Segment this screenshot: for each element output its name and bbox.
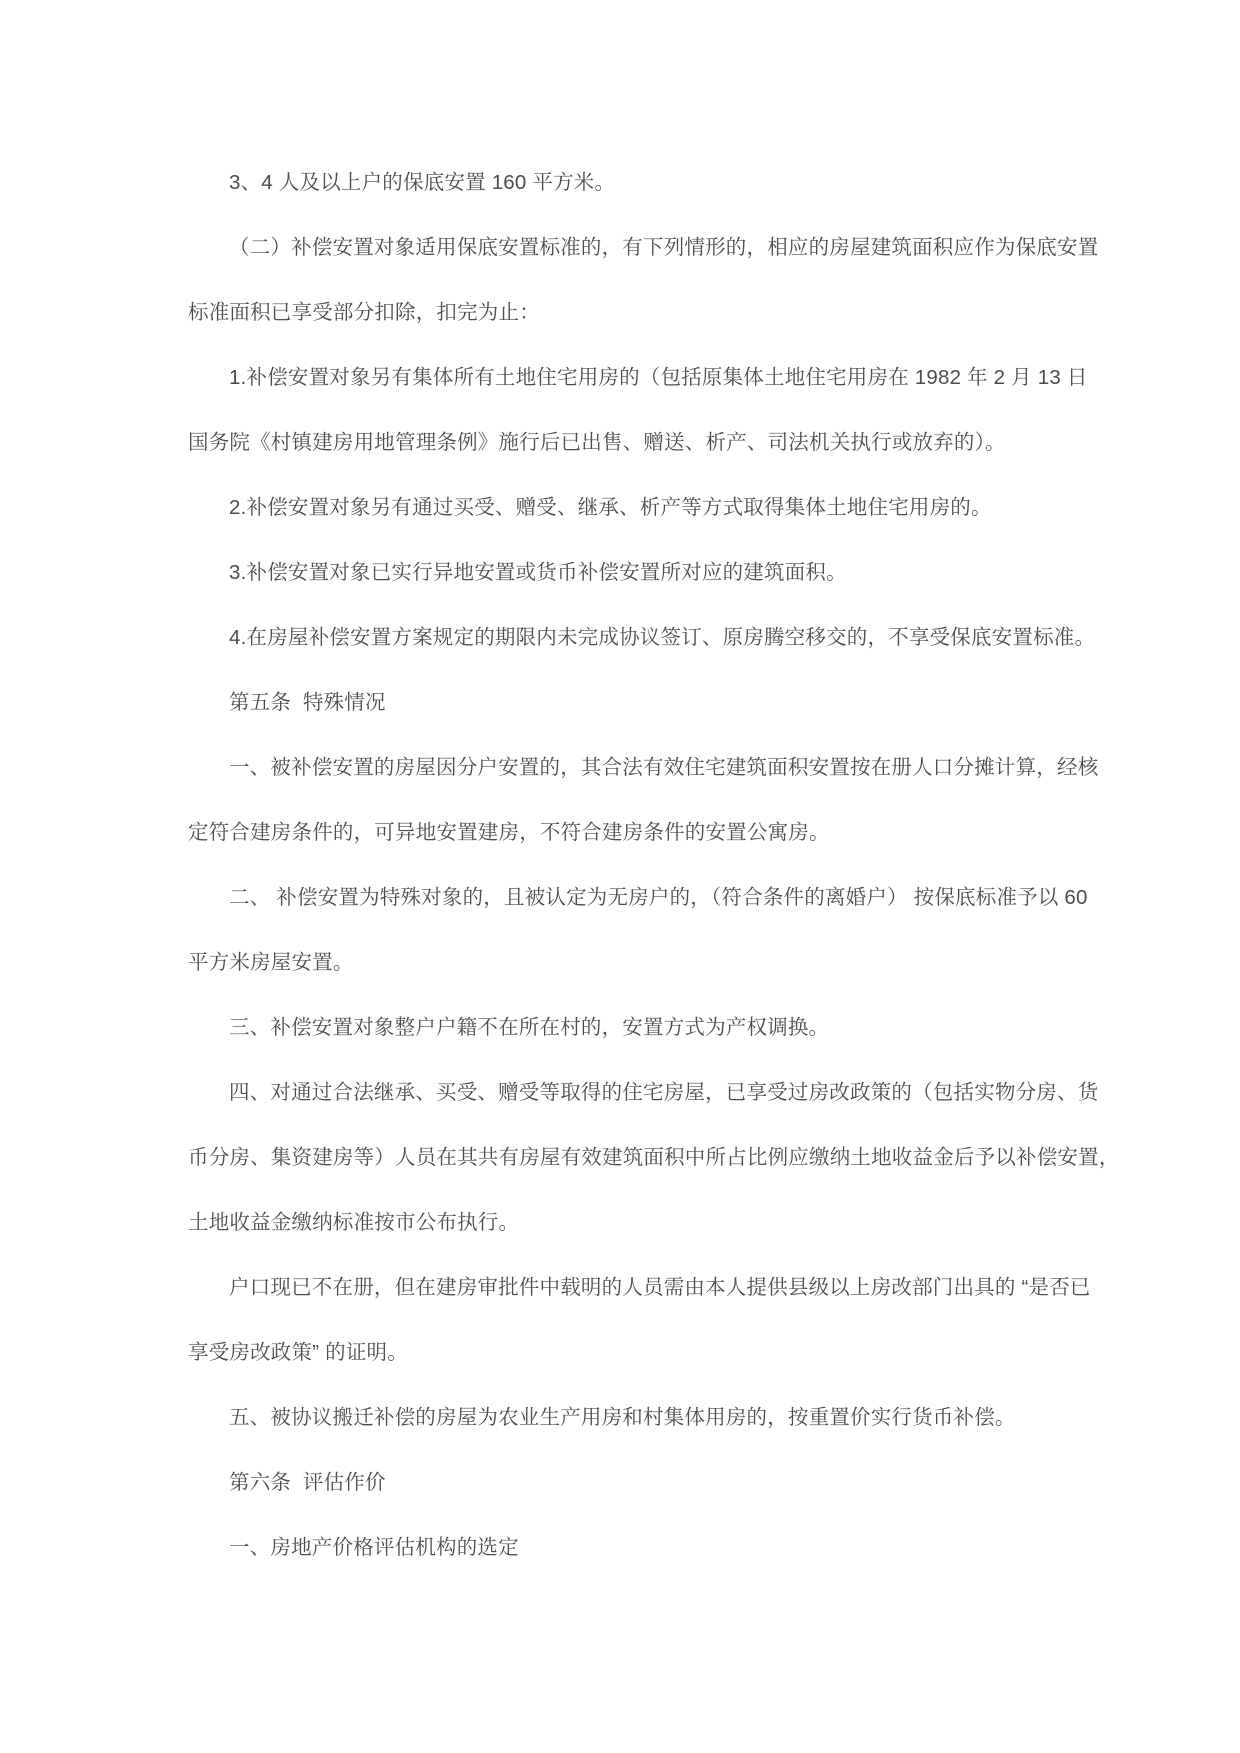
paragraph	[188, 865, 1088, 995]
text-line: 户口现已不在册，但在建房审批件中载明的人员需由本人提供县级以上房改部门出具的 “是否已	[229, 1276, 1091, 1299]
text-line: （二）补偿安置对象适用保底安置标准的，有下列情形的，相应的房屋建筑面积应作为保底安置	[229, 236, 1099, 259]
paragraph	[188, 1060, 1120, 1255]
text-line: 二、 补偿安置为特殊对象的，且被认定为无房户的，（符合条件的离婚户） 按保底标准予以 60	[229, 886, 1088, 909]
paragraph	[188, 345, 1088, 475]
paragraph	[188, 1255, 1091, 1385]
text-line: 平方米房屋安置。	[188, 951, 354, 974]
text-line: 三、补偿安置对象整户户籍不在所在村的，安置方式为产权调换。	[229, 1016, 830, 1039]
paragraph	[188, 605, 1096, 670]
paragraph	[188, 1450, 1068, 1515]
text-line: 标准面积已享受部分扣除，扣完为止：	[188, 301, 540, 324]
text-line: 4.在房屋补偿安置方案规定的期限内未完成协议签订、原房腾空移交的，不享受保底安置标准。	[229, 626, 1096, 649]
text-line: 币分房、集资建房等）人员在其共有房屋有效建筑面积中所占比例应缴纳土地收益金后予以补偿安置，	[188, 1146, 1120, 1169]
text-line: 五、被协议搬迁补偿的房屋为农业生产用房和村集体用房的，按重置价实行货币补偿。	[229, 1406, 1016, 1429]
paragraph	[188, 540, 1068, 605]
text-line: 土地收益金缴纳标准按市公布执行。	[188, 1211, 520, 1234]
text-line: 2.补偿安置对象另有通过买受、赠受、继承、析产等方式取得集体土地住宅用房的。	[229, 496, 992, 519]
text-line: 享受房改政策” 的证明。	[188, 1341, 408, 1364]
paragraph	[188, 1385, 1068, 1450]
paragraph	[188, 150, 1068, 215]
paragraph	[188, 1515, 1068, 1580]
text-line: 3、4 人及以上户的保底安置 160 平方米。	[229, 171, 616, 194]
document-content	[188, 150, 1120, 1580]
text-line: 一、被补偿安置的房屋因分户安置的，其合法有效住宅建筑面积安置按在册人口分摊计算，经核	[229, 756, 1099, 779]
paragraph	[188, 670, 1068, 735]
text-line: 3.补偿安置对象已实行异地安置或货币补偿安置所对应的建筑面积。	[229, 561, 847, 584]
text-line: 第六条 评估作价	[229, 1471, 386, 1494]
paragraph	[188, 735, 1099, 865]
text-line: 1.补偿安置对象另有集体所有土地住宅用房的（包括原集体土地住宅用房在 1982 年 2 月 13 日	[229, 366, 1088, 389]
text-line: 一、房地产价格评估机构的选定	[229, 1536, 519, 1559]
paragraph	[188, 995, 1068, 1060]
paragraph	[188, 475, 1068, 540]
text-line: 定符合建房条件的，可异地安置建房，不符合建房条件的安置公寓房。	[188, 821, 830, 844]
text-line: 第五条 特殊情况	[229, 691, 386, 714]
text-line: 国务院《村镇建房用地管理条例》施行后已出售、赠送、析产、司法机关执行或放弃的）。	[188, 431, 1006, 454]
paragraph	[188, 215, 1099, 345]
text-line: 四、对通过合法继承、买受、赠受等取得的住宅房屋，已享受过房改政策的（包括实物分房、货	[229, 1081, 1099, 1104]
